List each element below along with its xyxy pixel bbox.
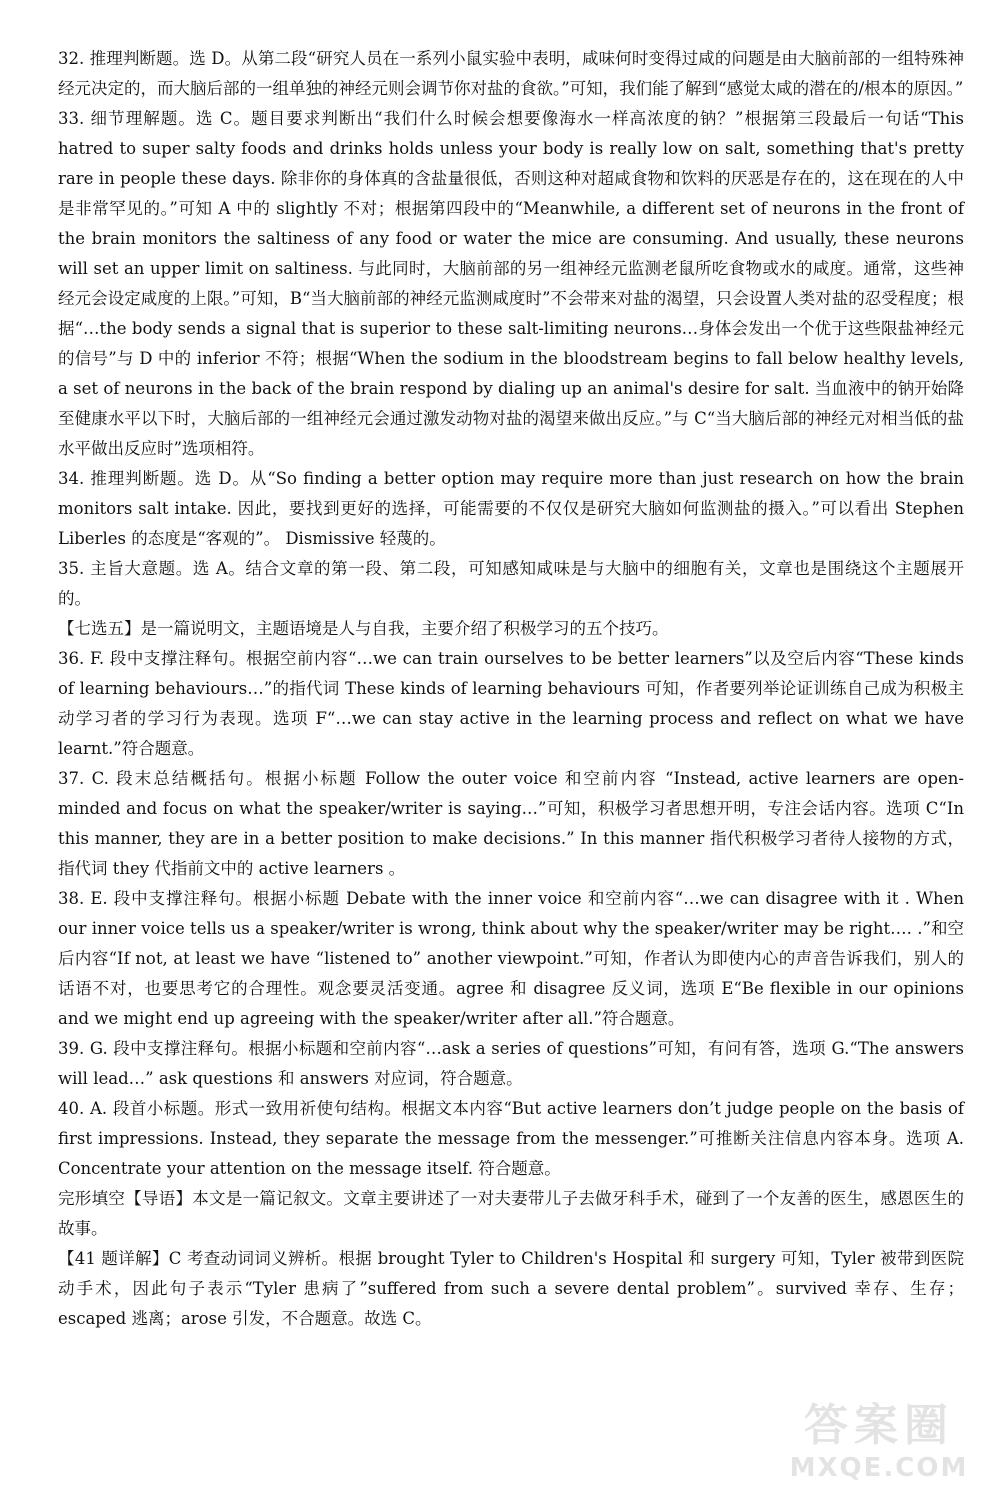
paragraph-q35: 35. 主旨大意题。选 A。结合文章的第一段、第二段，可知感知咸味是与大脑中的细胞有关，文章也是围绕这个主题展开的。 bbox=[58, 559, 964, 608]
section-cloze-intro: 完形填空【导语】本文是一篇记叙文。文章主要讲述了一对夫妻带儿子去做牙科手术，碰到了一个友善的医生，感恩医生的故事。 bbox=[58, 1189, 964, 1238]
paragraph-q38: 38. E. 段中支撑注释句。根据小标题 Debate with the inner voice 和空前内容“…we can disagree with it . When our inner voice tells us a speaker/writer is wrong, think about why the speaker/writer may be right…. .”和空后内容“If not, at least we have “listened to” another viewpoint.”可知，作者认为即使内心的声音告诉我们，别人的话语不对，也要思考它的合理性。观念要灵活变通。agree 和 disagree 反义词，选项 E“Be flexible in our opinions and we might end up agreeing with the speaker/writer after all.”符合题意。 bbox=[58, 889, 964, 1028]
paragraph-q33: 33. 细节理解题。选 C。题目要求判断出“我们什么时候会想要像海水一样高浓度的钠？”根据第三段最后一句话“This hatred to super salty foods and drinks holds unless your body is really low on salt, something that's pretty rare in people these days. 除非你的身体真的含盐量很低，否则这种对超咸食物和饮料的厌恶是存在的，这在现在的人中是非常罕见的。”可知 A 中的 slightly 不对；根据第四段中的“Meanwhile, a different set of neurons in the front of the brain monitors the saltiness of any food or water the mice are consuming. And usually, these neurons will set an upper limit on saltiness. 与此同时，大脑前部的另一组神经元监测老鼠所吃食物或水的咸度。通常，这些神经元会设定咸度的上限。”可知，B“当大脑前部的神经元监测咸度时”不会带来对盐的渴望，只会设置人类对盐的忍受程度；根据“…the body sends a signal that is superior to these salt-limiting neurons…身体会发出一个优于这些限盐神经元的信号”与 D 中的 inferior 不符；根据“When the sodium in the bloodstream begins to fall below healthy levels, a set of neurons in the back of the brain respond by dialing up an animal's desire for salt. 当血液中的钠开始降至健康水平以下时，大脑后部的一组神经元会通过激发动物对盐的渴望来做出反应。”与 C“当大脑后部的神经元对相当低的盐水平做出反应时”选项相符。 bbox=[58, 109, 964, 458]
paragraph-q34: 34. 推理判断题。选 D。从“So finding a better option may require more than just research on how the brain monitors salt intake. 因此，要找到更好的选择，可能需要的不仅仅是研究大脑如何监测盐的摄入。”可以看出 Stephen Liberles 的态度是“客观的”。 Dismissive 轻蔑的。 bbox=[58, 469, 964, 548]
section-seven-choose-five: 【七选五】是一篇说明文，主题语境是人与自我，主要介绍了积极学习的五个技巧。 bbox=[58, 619, 669, 638]
paragraph-q32: 32. 推理判断题。选 D。从第二段“研究人员在一系列小鼠实验中表明，咸味何时变得过咸的问题是由大脑前部的一组特殊神经元决定的，而大脑后部的一组单独的神经元则会调节你对盐的食欲。”可知，我们能了解到“感觉太咸的潜在的/根本的原因。” bbox=[58, 49, 964, 98]
watermark-logo-text: 答案圈 bbox=[804, 1400, 954, 1451]
paragraph-q40: 40. A. 段首小标题。形式一致用祈使句结构。根据文本内容“But active learners don’t judge people on the basis of first impressions. Instead, they separate the message from the messenger.”可推断关注信息内容本身。选项 A. Concentrate your attention on the message itself. 符合题意。 bbox=[58, 1099, 964, 1178]
paragraph-q37: 37. C. 段末总结概括句。根据小标题 Follow the outer voice 和空前内容 “Instead, active learners are open-minded and focus on what the speaker/writer is saying…”可知，积极学习者思想开明，专注会话内容。选项 C“In this manner, they are in a better position to make decisions.” In this manner 指代积极学习者待人接物的方式，指代词 they 代指前文中的 active learners 。 bbox=[58, 769, 964, 878]
paragraph-q39: 39. G. 段中支撑注释句。根据小标题和空前内容“…ask a series of questions”可知，有问有答，选项 G.“The answers will lead…” ask questions 和 answers 对应词，符合题意。 bbox=[58, 1039, 964, 1088]
paragraph-q36: 36. F. 段中支撑注释句。根据空前内容“…we can train ourselves to be better learners”以及空后内容“These kinds of learning behaviours…”的指代词 These kinds of learning behaviours 可知，作者要列举论证训练自己成为积极主动学习者的学习行为表现。选项 F“…we can stay active in the learning process and reflect on what we have learnt.”符合题意。 bbox=[58, 649, 964, 758]
answer-explanation-page bbox=[58, 44, 964, 1334]
watermark-domain: MXQE.COM bbox=[789, 1453, 969, 1483]
paragraph-q41: 【41 题详解】C 考查动词词义辨析。根据 brought Tyler to Children's Hospital 和 surgery 可知，Tyler 被带到医院动手术，因此句子表示“Tyler 患病了”suffered from such a severe dental problem”。survived 幸存、生存； escaped 逃离；arose 引发，不合题意。故选 C。 bbox=[58, 1249, 964, 1328]
site-watermark bbox=[784, 1401, 974, 1493]
